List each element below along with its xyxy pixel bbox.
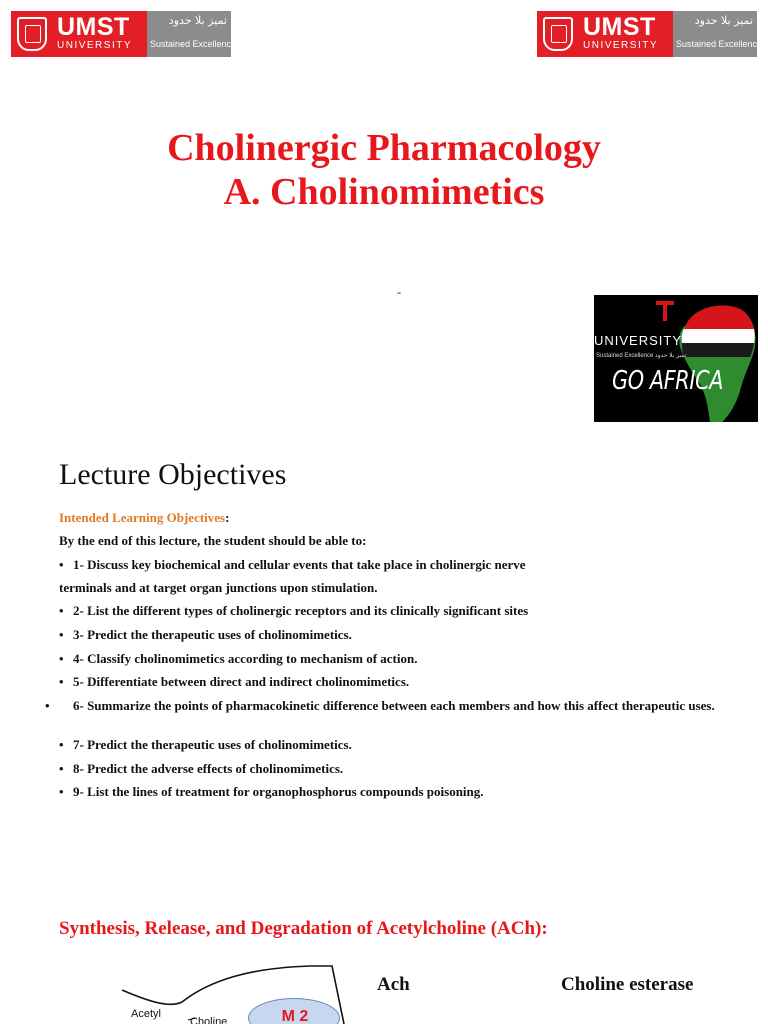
objective-item [59,674,719,689]
ilo-label: Intended Learning Objectives [59,510,226,525]
badge-university: UNIVERSITY [594,333,683,348]
bullet: • [59,737,64,752]
objective-item [59,651,719,666]
choline-esterase-label: Choline esterase [561,974,694,995]
bullet: • [45,698,50,713]
objective-item [59,627,719,642]
go-africa-badge [594,295,758,422]
logo-red-panel [537,11,673,57]
objective-text: 9- List the lines of treatment for organophosphorus compounds poisoning. [73,784,484,799]
objective-item [45,698,719,713]
ilo-colon: : [225,510,230,525]
label-choline: Choline [190,1016,228,1024]
objective-text: 8- Predict the adverse effects of cholinomimetics. [73,761,344,776]
objective-text: 5- Differentiate between direct and indirect cholinomimetics. [73,674,410,689]
logo-slogan: Sustained Excellence [676,39,763,49]
logo-red-panel [11,11,147,57]
logo-brand: UMST [583,13,656,41]
bullet: • [59,784,64,799]
objective-text: 3- Predict the therapeutic uses of cholinomimetics. [73,627,352,642]
bullet: • [59,761,64,776]
ilo-line [59,510,229,526]
logo-brand: UMST [57,13,130,41]
objective-continuation: terminals and at target organ junctions upon stimulation. [59,580,378,595]
bullet: • [59,627,64,642]
objective-text: 1- Discuss key biochemical and cellular events that take place in cholinergic nerve [73,557,526,572]
objective-text: 7- Predict the therapeutic uses of cholinomimetics. [73,737,352,752]
objectives-heading: Lecture Objectives [59,458,287,491]
section-heading: Synthesis, Release, and Degradation of Acetylcholine (ACh): [59,918,548,939]
logo-arabic: تميز بلا حدود [168,14,227,27]
bullet: • [59,674,64,689]
crest-icon [17,17,47,51]
objective-item [59,761,719,776]
badge-tagline: Sustained Excellence تميز بلا حدود [596,353,687,359]
objective-item [59,784,719,799]
logo-university: UNIVERSITY [57,40,133,51]
m2-label: M 2 [281,1008,309,1024]
logo-arabic: تميز بلا حدود [694,14,753,27]
objective-text: 4- Classify cholinomimetics according to mechanism of action. [73,651,418,666]
objective-text: 6- Summarize the points of pharmacokinetic difference between each members and how this affect therapeutic uses. [73,698,715,713]
umst-logo-right [537,11,763,57]
bullet: • [59,557,64,572]
label-acetyl: Acetyl [131,1008,161,1020]
logo-grey-panel [147,11,237,57]
objective-item [59,557,719,572]
logo-slogan: Sustained Excellence [150,39,237,49]
logo-university: UNIVERSITY [583,40,659,51]
page-title-line2: A. Cholinomimetics [223,171,545,213]
bullet: • [59,603,64,618]
dash-mark: - [397,285,401,299]
bullet: • [59,651,64,666]
logo-grey-panel [673,11,763,57]
objective-item [59,603,719,618]
badge-go-africa: GO AFRICA [612,366,724,396]
objective-item [59,737,719,752]
objective-text: 2- List the different types of cholinergic receptors and its clinically significant sites [73,603,529,618]
objectives-intro: By the end of this lecture, the student should be able to: [59,533,367,548]
umst-logo-left [11,11,237,57]
ach-label: Ach [377,974,410,995]
crest-icon [543,17,573,51]
page-title-line1: Cholinergic Pharmacology [167,127,601,169]
